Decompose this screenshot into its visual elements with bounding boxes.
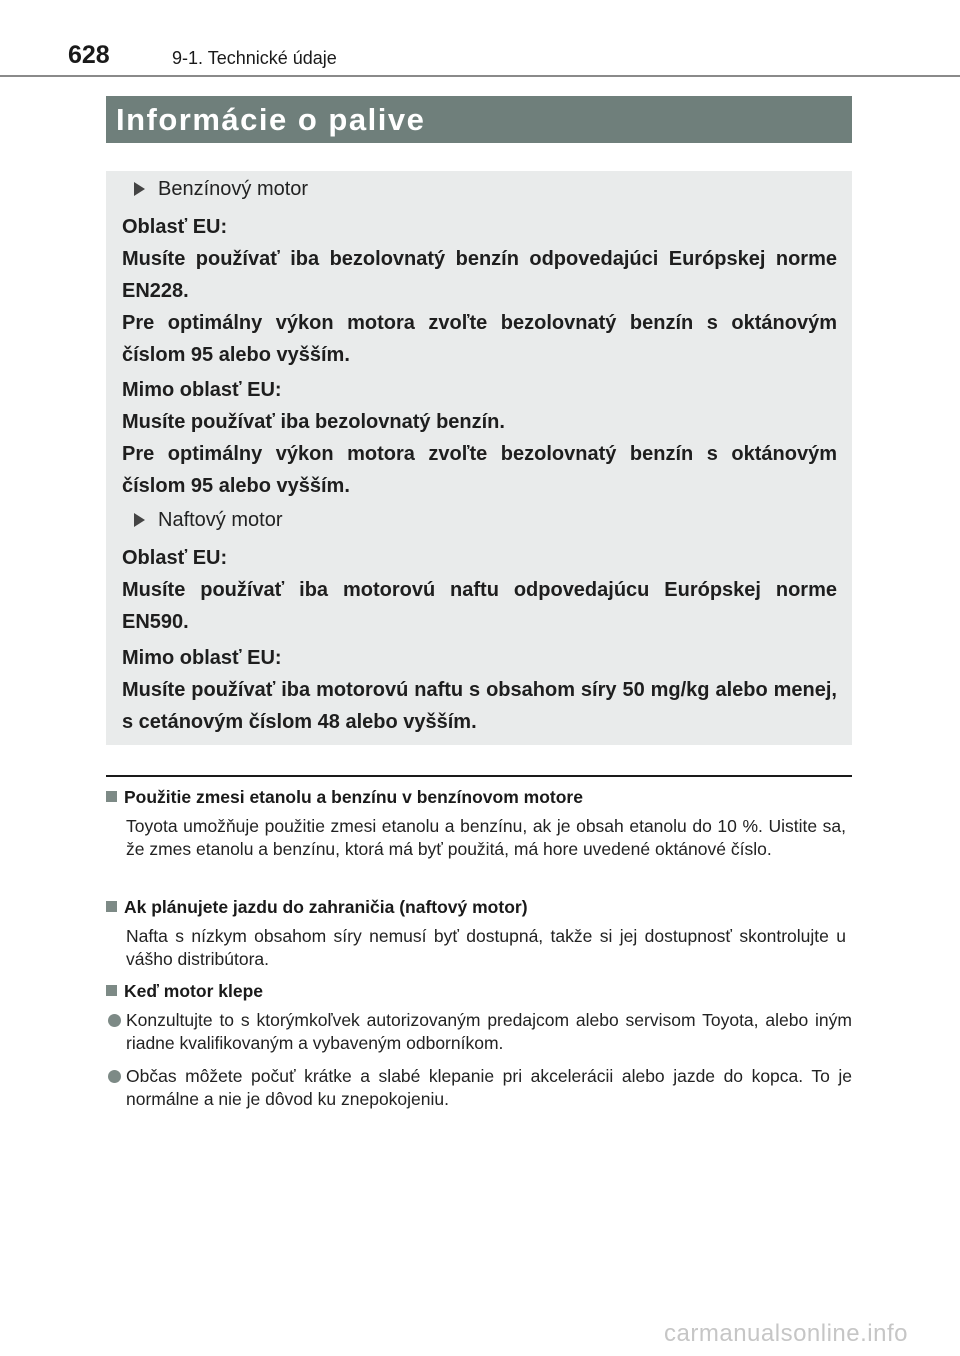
note-knock-title: Keď motor klepe [124, 981, 264, 1001]
petrol-heading [134, 177, 308, 201]
square-bullet-icon [106, 791, 117, 802]
note-ethanol-heading [106, 786, 852, 808]
watermark: carmanualsonline.info [664, 1320, 908, 1347]
triangle-bullet-icon [134, 513, 145, 527]
petrol-non-eu-octane: Pre optimálny výkon motora zvoľte bezolovnatý benzín s oktánovým číslom 95 alebo vyšším. [122, 443, 837, 497]
notes-divider [106, 775, 852, 777]
page-header [68, 40, 868, 74]
page-title: Informácie o palive [116, 102, 426, 137]
diesel-heading-label: Naftový motor [158, 509, 283, 531]
square-bullet-icon [106, 985, 117, 996]
note-ethanol-title: Použitie zmesi etanolu a benzínu v benzínovom motore [124, 787, 583, 807]
list-item [106, 1065, 852, 1111]
note-abroad-body: Nafta s nízkym obsahom síry nemusí byť dostupná, takže si jej dostupnosť skontrolujte u vášho distribútora. [126, 926, 846, 969]
petrol-eu-octane: Pre optimálny výkon motora zvoľte bezolovnatý benzín s oktánovým číslom 95 alebo vyšším. [122, 312, 837, 366]
header-divider [0, 75, 960, 77]
list-item [106, 1009, 852, 1055]
page-number: 628 [68, 41, 110, 69]
fuel-info-box [106, 171, 852, 745]
knock-bullet-text: Konzultujte to s ktorýmkoľvek autorizovaným predajcom alebo servisom Toyota, alebo iným riadne kvalifikovaným a vybaveným odborníkom. [126, 1010, 852, 1053]
petrol-non-eu-block [122, 374, 837, 502]
note-abroad-title: Ak plánujete jazdu do zahraničia (naftový motor) [124, 897, 528, 917]
petrol-eu-block [122, 211, 837, 371]
diesel-heading [134, 508, 282, 532]
title-bar [106, 96, 852, 143]
note-abroad-heading [106, 896, 852, 918]
triangle-bullet-icon [134, 182, 145, 196]
diesel-eu-requirement: Musíte používať iba motorovú naftu odpovedajúcu Európskej norme EN590. [122, 579, 837, 633]
petrol-non-eu-requirement: Musíte používať iba bezolovnatý benzín. [122, 411, 505, 433]
diesel-eu-block [122, 542, 837, 638]
diesel-non-eu-label: Mimo oblasť EU: [122, 647, 282, 669]
section-label: 9-1. Technické údaje [172, 48, 337, 68]
knock-bullet-text: Občas môžete počuť krátke a slabé klepanie pri akcelerácii alebo jazde do kopca. To je normálne a nie je dôvod ku znepokojeniu. [126, 1066, 852, 1109]
note-knock-heading [106, 980, 852, 1002]
petrol-eu-requirement: Musíte používať iba bezolovnatý benzín odpovedajúci Európskej norme EN228. [122, 248, 837, 302]
diesel-non-eu-block [122, 642, 837, 738]
circle-bullet-icon [108, 1070, 121, 1083]
note-ethanol-body: Toyota umožňuje použitie zmesi etanolu a benzínu, ak je obsah etanolu do 10 %. Uistite sa, že zmes etanolu a benzínu, ktorá má byť použitá, má hore uvedené oktánové číslo. [126, 816, 846, 859]
square-bullet-icon [106, 901, 117, 912]
circle-bullet-icon [108, 1014, 121, 1027]
petrol-eu-label: Oblasť EU: [122, 216, 228, 238]
diesel-non-eu-requirement: Musíte používať iba motorovú naftu s obsahom síry 50 mg/kg alebo menej, s cetánovým číslom 48 alebo vyšším. [122, 679, 837, 733]
petrol-non-eu-label: Mimo oblasť EU: [122, 379, 282, 401]
diesel-eu-label: Oblasť EU: [122, 547, 228, 569]
petrol-heading-label: Benzínový motor [158, 178, 309, 200]
